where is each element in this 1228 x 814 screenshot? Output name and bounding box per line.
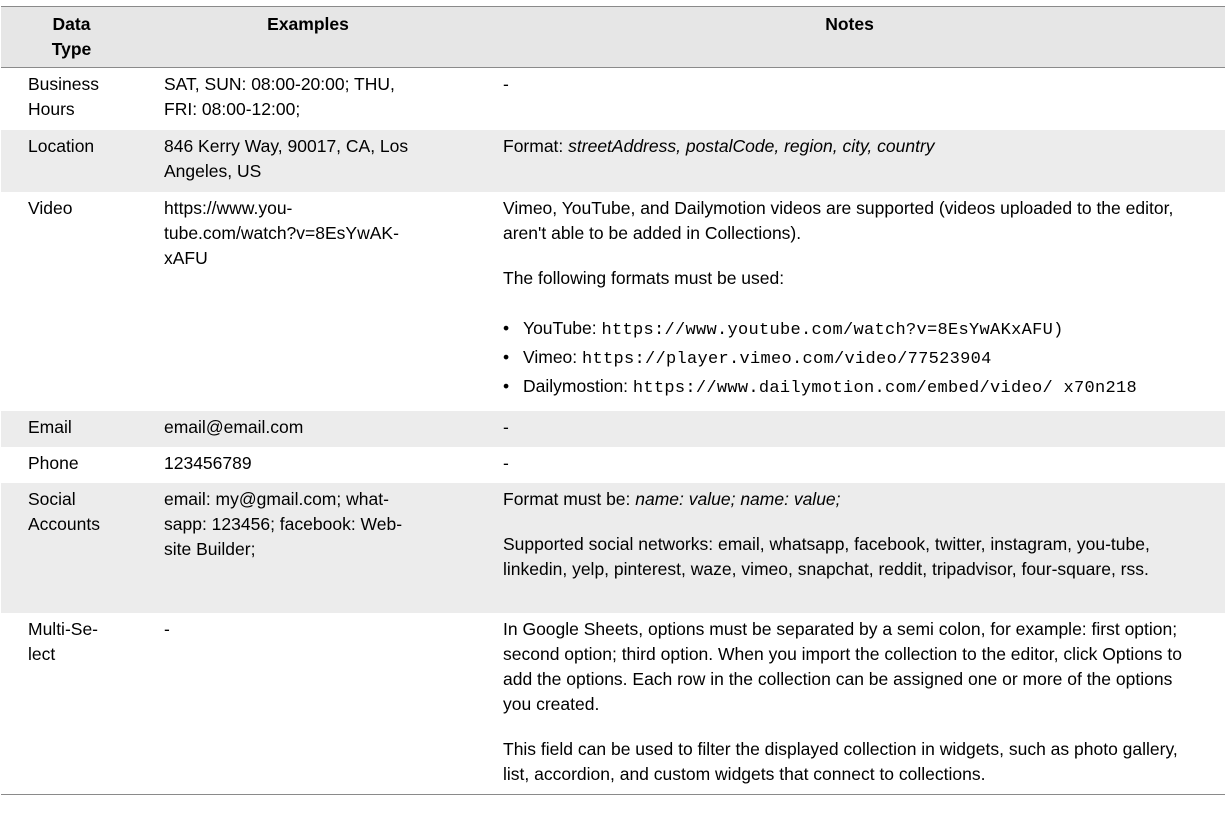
table-row (1, 68, 1225, 131)
video-example-line2: tube.com/watch?v=8EsYwAK- (164, 223, 399, 243)
row-type: Video (28, 198, 73, 218)
row-type: Email (1, 411, 142, 447)
business-hours-example-line2: FRI: 08:00-12:00; (164, 99, 301, 119)
row-example (142, 68, 474, 131)
header-data-type-line1: Data (52, 14, 91, 34)
row-note: - (474, 411, 1225, 447)
table-row (1, 192, 1225, 411)
note-prefix: Format: (503, 136, 569, 156)
row-example (142, 483, 474, 613)
social-accounts-line1: Social (28, 489, 76, 509)
video-example-line3: xAFU (164, 248, 208, 268)
note-emphasis: streetAddress, postalCode, region, city, country (568, 136, 935, 156)
table-row (1, 613, 1225, 795)
location-example-line1: 846 Kerry Way, 90017, CA, Los (164, 136, 409, 156)
row-type: Location (1, 130, 142, 192)
format-label: Vimeo: (523, 347, 583, 367)
location-example-line2: Angeles, US (164, 161, 262, 181)
multi-select-note-filter: This field can be used to filter the displayed collection in widgets, such as photo gallery, list, accordion, and custom widgets that connect to collections. (503, 739, 1178, 784)
table-row (1, 411, 1225, 447)
table-row (1, 130, 1225, 192)
row-note: - (503, 74, 509, 94)
row-note: - (503, 453, 509, 473)
list-item (503, 344, 1205, 373)
video-example-line1: https://www.you- (164, 198, 293, 218)
row-note (474, 483, 1225, 613)
format-url: https://player.vimeo.com/video/77523904 (582, 350, 992, 369)
multi-select-line1: Multi-Se- (28, 619, 99, 639)
format-url: https://www.dailymotion.com/embed/video/ x70n218 (632, 379, 1137, 398)
business-hours-example-line1: SAT, SUN: 08:00-20:00; THU, (164, 74, 395, 94)
row-type-business-hours (1, 68, 142, 131)
note-emphasis: name: value; name: value; (635, 489, 841, 509)
format-label: YouTube: (523, 318, 602, 338)
header-row (1, 7, 1225, 68)
row-example (142, 192, 474, 411)
row-example: email@email.com (142, 411, 474, 447)
social-example-line3: site Builder; (164, 539, 256, 559)
data-types-table (1, 6, 1225, 795)
business-hours-line2: Hours (28, 99, 75, 119)
social-accounts-line2: Accounts (28, 514, 100, 534)
note-prefix: Format must be: (503, 489, 636, 509)
business-hours-line1: Business (28, 74, 100, 94)
row-type-social-accounts (1, 483, 142, 613)
row-type-multi-select (1, 613, 142, 795)
row-note (474, 613, 1225, 795)
row-example: 123456789 (164, 453, 252, 473)
row-example: - (164, 619, 170, 639)
video-format-list (503, 315, 1205, 402)
row-example (142, 130, 474, 192)
video-note-formats-intro: The following formats must be used: (503, 268, 785, 288)
format-url: https://www.youtube.com/watch?v=8EsYwAKxAFU) (601, 321, 1064, 340)
header-notes: Notes (474, 7, 1225, 68)
social-note-networks: Supported social networks: email, whatsapp, facebook, twitter, instagram, you-tube, linkedin, yelp, pinterest, waze, vimeo, snapchat, reddit, tripadvisor, four-square, rss. (503, 534, 1150, 579)
social-example-line2: sapp: 123456; facebook: Web- (164, 514, 403, 534)
row-note (474, 130, 1225, 192)
header-data-type (1, 7, 142, 68)
table-row (1, 447, 1225, 483)
video-note-supported: Vimeo, YouTube, and Dailymotion videos are supported (videos uploaded to the editor, aren't able to be added in Collections). (503, 198, 1174, 243)
social-note-format (503, 487, 1205, 512)
list-item (503, 373, 1205, 402)
multi-select-note-sheets: In Google Sheets, options must be separated by a semi colon, for example: first option; second option; third option. When you import the collection to the editor, click Options to add the options. Each row in the collection can be assigned one or more of the options you created. (503, 619, 1182, 714)
table-row (1, 483, 1225, 613)
format-label: Dailymostion: (523, 376, 633, 396)
multi-select-line2: lect (28, 644, 56, 664)
header-data-type-line2: Type (51, 39, 92, 59)
header-examples: Examples (142, 7, 474, 68)
row-note (474, 192, 1225, 411)
row-type: Phone (28, 453, 79, 473)
social-example-line1: email: my@gmail.com; what- (164, 489, 389, 509)
list-item (503, 315, 1205, 344)
